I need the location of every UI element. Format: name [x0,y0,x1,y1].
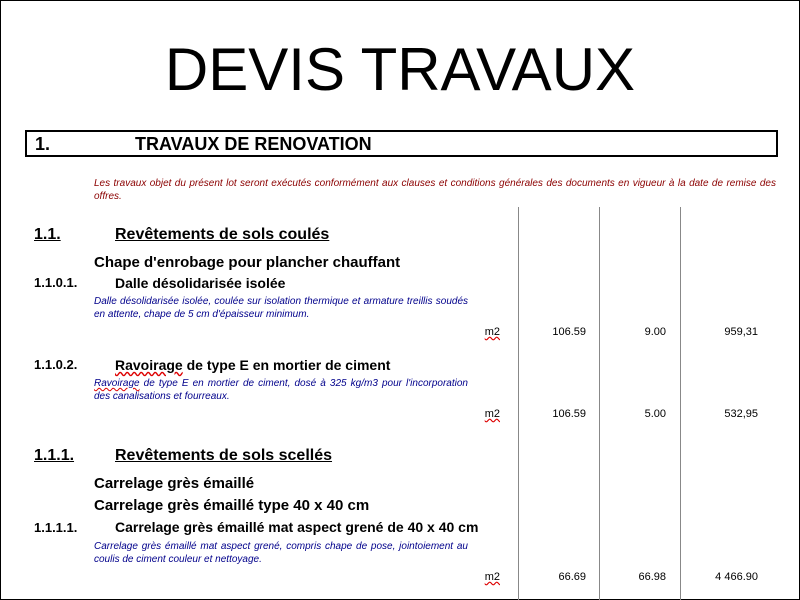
subsection-title: Revêtements de sols coulés [115,226,330,243]
section-number: 1. [35,134,51,154]
item-number: 1.1.0.2. [34,357,78,372]
document-title: DEVIS TRAVAUX [164,36,636,103]
item-title: Ravoirage de type E en mortier de ciment [115,357,391,373]
item-description: Carrelage grès émaillé mat aspect grené, compris chape de pose, jointoiement au coulis de ciment couleur et nettoyage. [94,541,468,565]
subsection-title: Revêtements de sols scellés [115,447,333,464]
item-number: 1.1.1.1. [34,520,78,535]
item-quantity: 66.69 [558,571,586,583]
item-unit: m2 [484,326,500,338]
column-divider [680,207,681,600]
subsection-number: 1.1.1. [34,447,75,464]
item-unit-price: 9.00 [644,326,666,338]
item-unit: m2 [484,408,500,420]
group-heading: Carrelage grès émaillé [94,475,255,492]
section-header-box [25,130,778,157]
item-title: Dalle désolidarisée isolée [115,275,286,291]
item-number: 1.1.0.1. [34,275,78,290]
item-unit: m2 [484,571,500,583]
group-heading: Chape d'enrobage pour plancher chauffant [94,254,401,271]
column-divider [599,207,600,600]
item-description: Ravoirage de type E en mortier de ciment, dosé à 325 kg/m3 pour l'incorporation des canalisations et fourreaux. [94,378,468,402]
item-title: Carrelage grès émaillé mat aspect grené de 40 x 40 cm [115,519,479,535]
item-description: Dalle désolidarisée isolée, coulée sur isolation thermique et armature treillis soudés en attente, chape de 5 cm d'épaisseur minimum. [94,296,468,320]
item-unit-price: 66.98 [638,571,666,583]
group-subheading: Carrelage grès émaillé type 40 x 40 cm [94,497,370,514]
item-quantity: 106.59 [552,326,586,338]
item-unit-price: 5.00 [644,408,666,420]
item-quantity: 106.59 [552,408,586,420]
item-total: 959,31 [724,326,758,338]
section-title: TRAVAUX DE RENOVATION [135,134,372,154]
section-intro: Les travaux objet du présent lot seront exécutés conformément aux clauses et conditions générales des documents en vigueur à la date de remise des offres. [94,178,776,202]
subsection-number: 1.1. [34,226,61,243]
column-divider [518,207,519,600]
item-total: 4 466.90 [715,571,758,583]
item-total: 532,95 [724,408,758,420]
